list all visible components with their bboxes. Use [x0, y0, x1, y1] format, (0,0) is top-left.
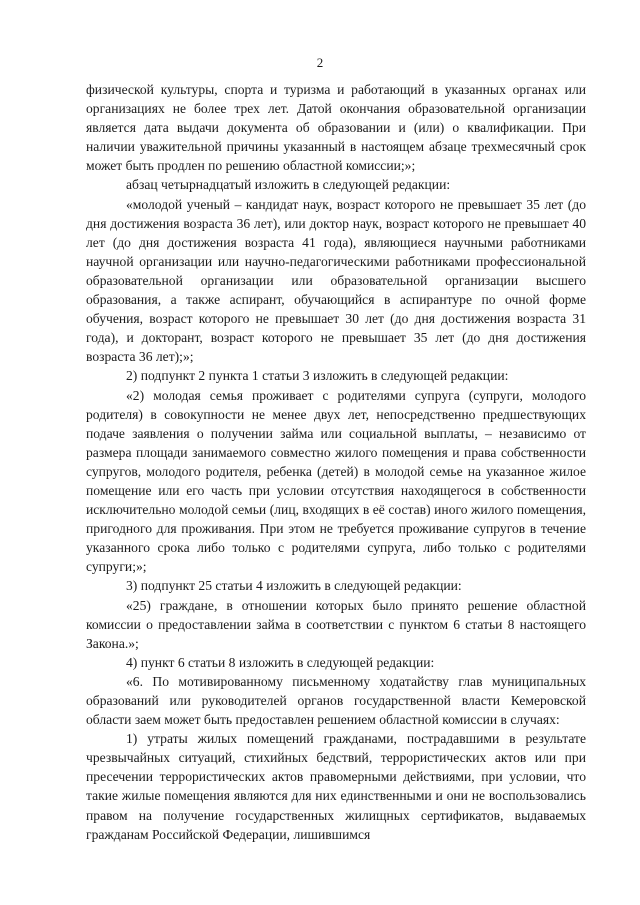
paragraph: физической культуры, спорта и туризма и работающий в указанных органах или организациях не более трех лет. Датой окончания образовательной организации является дата выдачи документа об образовании и (или) о квалификации. При наличии уважительной причины указанный в настоящем абзаце трехмесячный срок может быть продлен по решению областной комиссии;»;	[86, 82, 586, 174]
paragraph: 4) пункт 6 статьи 8 изложить в следующей редакции:	[126, 654, 435, 670]
paragraph: «6. По мотивированному письменному ходатайству глав муниципальных образований или руководителей органов государственной власти Кемеровской области заем может быть предоставлен решением областной комиссии в случаях:	[86, 673, 586, 728]
paragraph: абзац четырнадцатый изложить в следующей редакции:	[126, 177, 451, 193]
paragraph: «25) граждане, в отношении которых было принято решение областной комиссии о предоставлении займа в соответствии с пунктом 6 статьи 8 настоящего Закона.»;	[86, 597, 586, 651]
document-body	[86, 80, 586, 844]
paragraph: 1) утраты жилых помещений гражданами, пострадавшими в результате чрезвычайных ситуаций, стихийных бедствий, террористических актов или при пресечении террористических актов правомерными действиями, при условии, что такие жилые помещения являются для них единственными и они не воспользовались правом на получение государственных жилищных сертификатов, выдаваемых гражданам Российской Федерации, лишившимся	[86, 731, 586, 842]
paragraph: 2) подпункт 2 пункта 1 статьи 3 изложить в следующей редакции:	[126, 368, 509, 384]
paragraph: 3) подпункт 25 статьи 4 изложить в следующей редакции:	[126, 578, 462, 594]
page-number: 2	[316, 55, 324, 70]
paragraph: «2) молодая семья проживает с родителями супруга (супруги, молодого родителя) в совокупности не менее двух лет, непосредственно предшествующих подаче заявления о получении займа или социальной выплаты, – независимо от размера площади занимаемого совместно жилого помещения и права собственности супругов, молодого родителя, ребенка (детей) в молодой семье на указанное жилое помещение или его часть при условии отсутствия находящегося в собственности исключительно молодой семьи (лиц, входящих в её состав) иного жилого помещения, пригодного для проживания. При этом не требуется проживание супругов в течение указанного срока либо только с родителями супруга, либо только с родителями супруги;»;	[86, 387, 586, 575]
paragraph: «молодой ученый – кандидат наук, возраст которого не превышает 35 лет (до дня достижения возраста 36 лет), или доктор наук, возраст которого не превышает 40 лет (до дня достижения возраста 41 года), являющиеся научными работниками научной организации или научно-педагогическими работниками профессиональной образовательной организации или образовательной организации высшего образования, а также аспирант, обучающийся в аспирантуре по очной форме обучения, возраст которого не превышает 30 лет (до дня достижения возраста 31 года), и докторант, возраст которого не превышает 35 лет (до дня достижения возраста 36 лет);»;	[86, 196, 586, 365]
